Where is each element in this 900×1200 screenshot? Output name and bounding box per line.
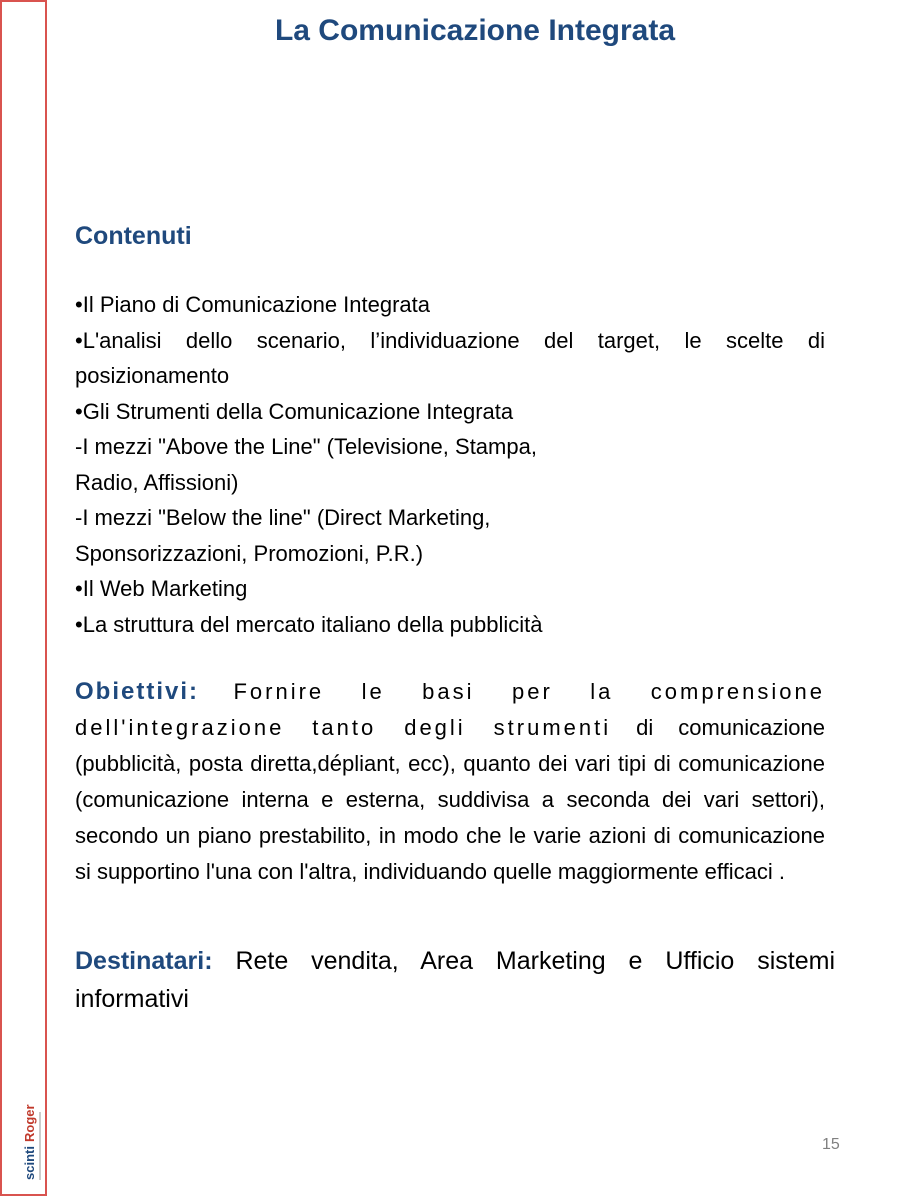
svg-text:Roger: Roger bbox=[22, 1104, 37, 1142]
svg-text:scinti: scinti bbox=[22, 1146, 37, 1180]
destinatari-label: Destinatari: bbox=[75, 947, 213, 975]
destinatari-paragraph bbox=[75, 942, 835, 1018]
list-item: •Gli Strumenti della Comunicazione Integrata bbox=[75, 398, 514, 424]
main-content bbox=[75, 222, 835, 1018]
logo-icon bbox=[6, 1082, 46, 1182]
brand-logo bbox=[6, 1082, 46, 1182]
page-number: 15 bbox=[822, 1136, 840, 1153]
list-item: •La struttura del mercato italiano della pubblicità bbox=[75, 611, 543, 637]
list-subitem: -I mezzi "Above the Line" (Televisione, Stampa, bbox=[75, 434, 537, 459]
list-item: •Il Piano di Comunicazione Integrata bbox=[75, 292, 431, 317]
obiettivi-text-spaced: Fornire le basi per la comprensione dell'integrazione tanto degli strumenti bbox=[75, 679, 825, 740]
obiettivi-text: di comunicazione (pubblicità, posta diretta,dépliant, ecc), quanto dei vari tipi di comunicazione (comunicazione interna e esterna, suddivisa a seconda dei vari settori), secondo un piano prestabilito, in modo che le varie azioni di comunicazione si supportino l'una con l'altra, individuando quelle maggiormente efficaci . bbox=[75, 715, 825, 884]
list-subitem-continuation: Radio, Affissioni) bbox=[75, 469, 239, 495]
obiettivi-label: Obiettivi: bbox=[75, 678, 200, 705]
page-title: La Comunicazione Integrata bbox=[274, 14, 676, 47]
obiettivi-paragraph bbox=[75, 674, 825, 890]
left-border-bar bbox=[0, 0, 47, 1196]
list-subitem-continuation: Sponsorizzazioni, Promozioni, P.R.) bbox=[75, 540, 424, 566]
contenuti-heading: Contenuti bbox=[75, 222, 192, 250]
list-item: •Il Web Marketing bbox=[75, 576, 248, 601]
contenuti-list bbox=[75, 287, 825, 642]
list-subitem: -I mezzi "Below the line" (Direct Marketing, bbox=[75, 505, 491, 530]
destinatari-text: Rete vendita, Area Marketing e Ufficio sistemi informativi bbox=[75, 947, 835, 1013]
list-item: •L'analisi dello scenario, l’individuazione del target, le scelte di posizionamento bbox=[75, 327, 825, 388]
